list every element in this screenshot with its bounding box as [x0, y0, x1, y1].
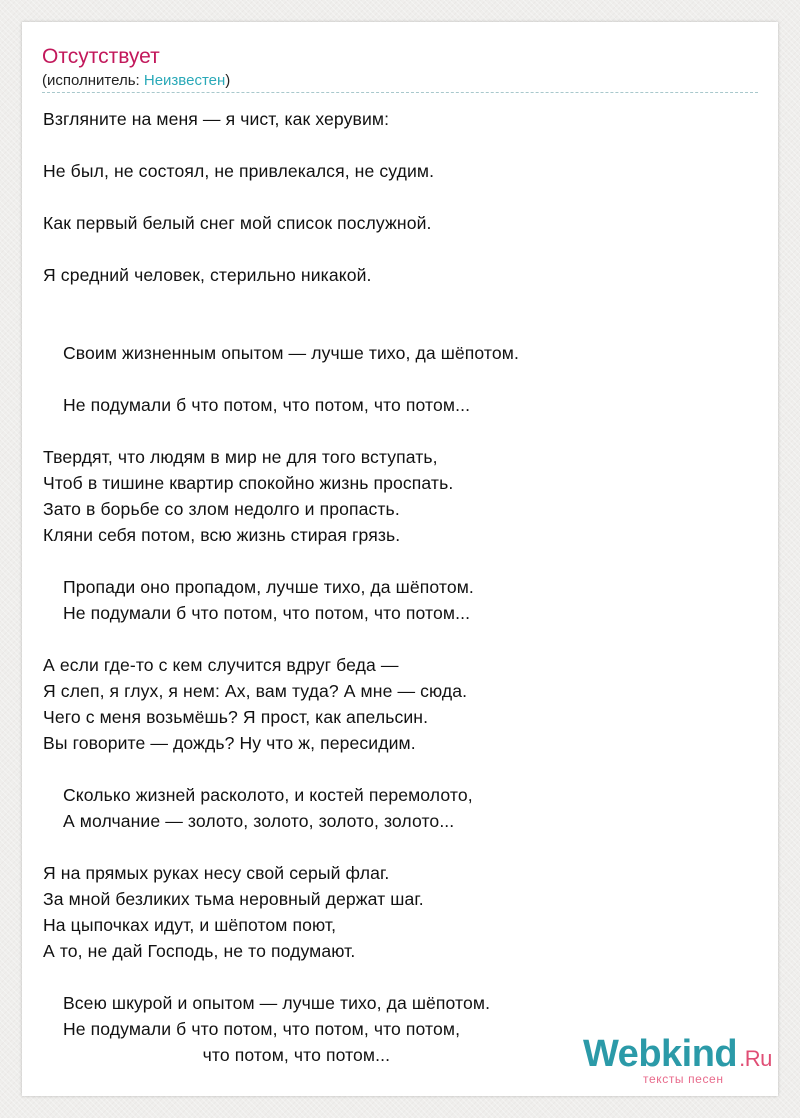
lyric-line: А если где-то с кем случится вдруг беда — — [43, 655, 399, 675]
lyric-blank-line — [43, 132, 758, 158]
lyric-line: Кляни себя потом, всю жизнь стирая грязь. — [43, 525, 401, 545]
lyric-line: Зато в борьбе со злом недолго и пропасть. — [43, 499, 400, 519]
lyric-line: Пропади оно пропадом, лучше тихо, да шёпотом. — [43, 577, 474, 597]
artist-suffix: ) — [225, 72, 231, 89]
lyric-blank-line — [43, 236, 758, 262]
lyric-line: Я средний человек, стерильно никакой. — [43, 265, 372, 285]
lyric-line: Не подумали б что потом, что потом, что потом... — [43, 603, 471, 623]
webkind-logo[interactable] — [583, 1032, 778, 1090]
artist-line — [42, 71, 758, 91]
logo-tagline: тексты песен — [643, 1072, 724, 1086]
lyric-blank-line — [43, 184, 758, 210]
lyric-line: А то, не дай Господь, не то подумают. — [43, 941, 356, 961]
lyric-blank-line — [43, 366, 758, 392]
lyric-line: Взгляните на меня — я чист, как херувим: — [43, 109, 390, 129]
lyric-line: На цыпочках идут, и шёпотом поют, — [43, 915, 337, 935]
lyric-line: Как первый белый снег мой список послужной. — [43, 213, 432, 233]
lyric-line: Я слеп, я глух, я нем: Ах, вам туда? А мне — сюда. — [43, 681, 468, 701]
lyrics-sheet — [22, 22, 778, 1096]
lyric-line: Вы говорите — дождь? Ну что ж, пересидим. — [43, 733, 416, 753]
lyric-blank-line — [43, 964, 758, 990]
lyric-line: А молчание — золото, золото, золото, золото... — [43, 811, 455, 831]
artist-prefix: (исполнитель: — [42, 72, 144, 89]
song-title: Отсутствует — [42, 45, 160, 68]
lyric-line: что потом, что потом... — [43, 1045, 391, 1065]
header-divider — [42, 92, 758, 93]
lyric-line: Сколько жизней расколото, и костей перемолото, — [43, 785, 473, 805]
lyric-blank-line — [43, 834, 758, 860]
lyric-line: Чего с меня возьмёшь? Я прост, как апельсин. — [43, 707, 429, 727]
lyric-line: За мной безликих тьма неровный держат шаг. — [43, 889, 424, 909]
lyrics-body — [43, 106, 758, 1068]
lyric-blank-line — [43, 548, 758, 574]
lyric-line: Твердят, что людям в мир не для того вступать, — [43, 447, 438, 467]
logo-brand: Webkind — [583, 1033, 738, 1075]
lyric-blank-line — [43, 418, 758, 444]
lyric-line: Не был, не состоял, не привлекался, не судим. — [43, 161, 435, 181]
lyric-line: Своим жизненным опытом — лучше тихо, да шёпотом. — [43, 343, 519, 363]
lyric-line: Не подумали б что потом, что потом, что потом... — [43, 395, 471, 415]
logo-tld: .Ru — [739, 1046, 772, 1071]
artist-link[interactable]: Неизвестен — [143, 72, 226, 89]
lyric-line: Не подумали б что потом, что потом, что потом, — [43, 1019, 461, 1039]
lyric-blank-line — [43, 314, 758, 340]
lyric-line: Всею шкурой и опытом — лучше тихо, да шёпотом. — [43, 993, 491, 1013]
lyric-line: Чтоб в тишине квартир спокойно жизнь проспать. — [43, 473, 454, 493]
lyric-line: Я на прямых руках несу свой серый флаг. — [43, 863, 390, 883]
song-header — [42, 44, 758, 91]
lyric-blank-line — [43, 288, 758, 314]
lyric-blank-line — [43, 756, 758, 782]
lyric-blank-line — [43, 626, 758, 652]
